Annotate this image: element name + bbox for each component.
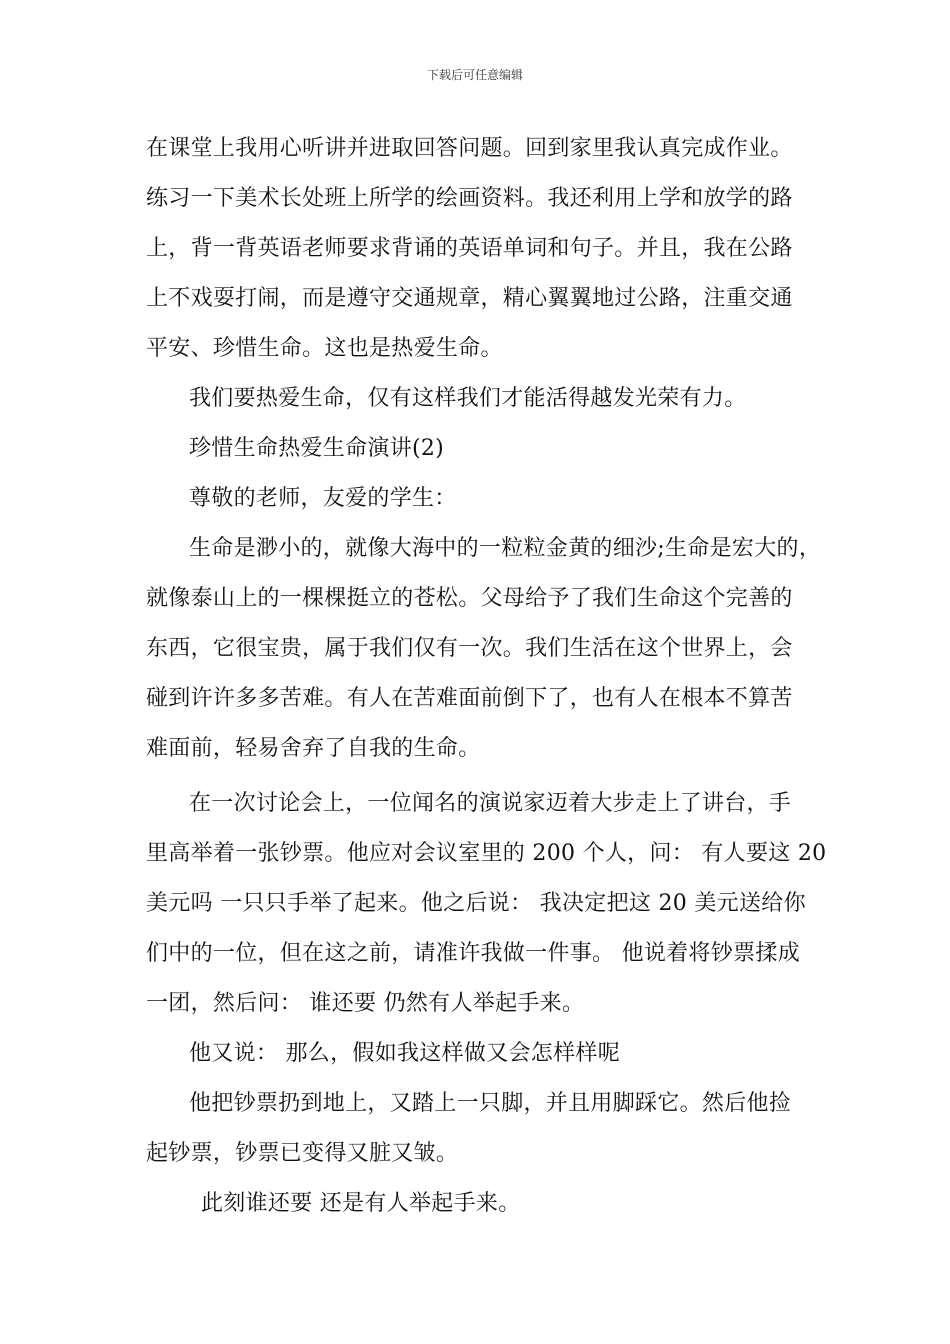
text-line: 此刻谁还要 还是有人举起手来。	[201, 1191, 521, 1216]
page-header: 下载后可任意编辑	[426, 68, 523, 82]
text-line: 在课堂上我用心听讲并进取回答问题。回到家里我认真完成作业。	[146, 136, 793, 161]
text-line: 我们要热爱生命，仅有这样我们才能活得越发光荣有力。	[189, 386, 747, 411]
text-line: 平安、珍惜生命。这也是热爱生命。	[146, 336, 503, 361]
text-line: 练习一下美术长处班上所学的绘画资料。我还利用上学和放学的路	[146, 186, 793, 211]
text-line: 就像泰山上的一棵棵挺立的苍松。父母给予了我们生命这个完善的	[146, 586, 793, 611]
section-heading: 珍惜生命热爱生命演讲(2)	[189, 436, 445, 461]
text-line: 美元吗 一只只手举了起来。他之后说： 我决定把这 20 美元送给你	[146, 891, 806, 916]
text-line: 他又说： 那么，假如我这样做又会怎样样呢	[189, 1041, 620, 1066]
text-line: 上不戏耍打闹，而是遵守交通规章，精心翼翼地过公路，注重交通	[146, 286, 793, 311]
text-line: 东西，它很宝贵，属于我们仅有一次。我们生活在这个世界上，会	[146, 636, 793, 661]
text-line: 上，背一背英语老师要求背诵的英语单词和句子。并且，我在公路	[146, 236, 793, 261]
text-line: 生命是渺小的，就像大海中的一粒粒金黄的细沙;生命是宏大的，	[189, 536, 822, 561]
text-line: 一团，然后问： 谁还要 仍然有人举起手来。	[146, 991, 585, 1016]
text-line: 们中的一位，但在这之前，请准许我做一件事。 他说着将钞票揉成	[146, 941, 800, 966]
text-line: 起钞票，钞票已变得又脏又皱。	[146, 1141, 459, 1166]
text-line: 尊敬的老师，友爱的学生：	[189, 486, 457, 511]
text-line: 他把钞票扔到地上，又踏上一只脚，并且用脚踩它。然后他捡	[189, 1091, 792, 1116]
text-line: 碰到许许多多苦难。有人在苦难面前倒下了，也有人在根本不算苦	[146, 686, 793, 711]
text-line: 在一次讨论会上，一位闻名的演说家迈着大步走上了讲台，手	[189, 791, 792, 816]
text-line: 里高举着一张钞票。他应对会议室里的 200 个人，问： 有人要这 20	[146, 841, 827, 866]
text-line: 难面前，轻易舍弃了自我的生命。	[146, 736, 481, 761]
